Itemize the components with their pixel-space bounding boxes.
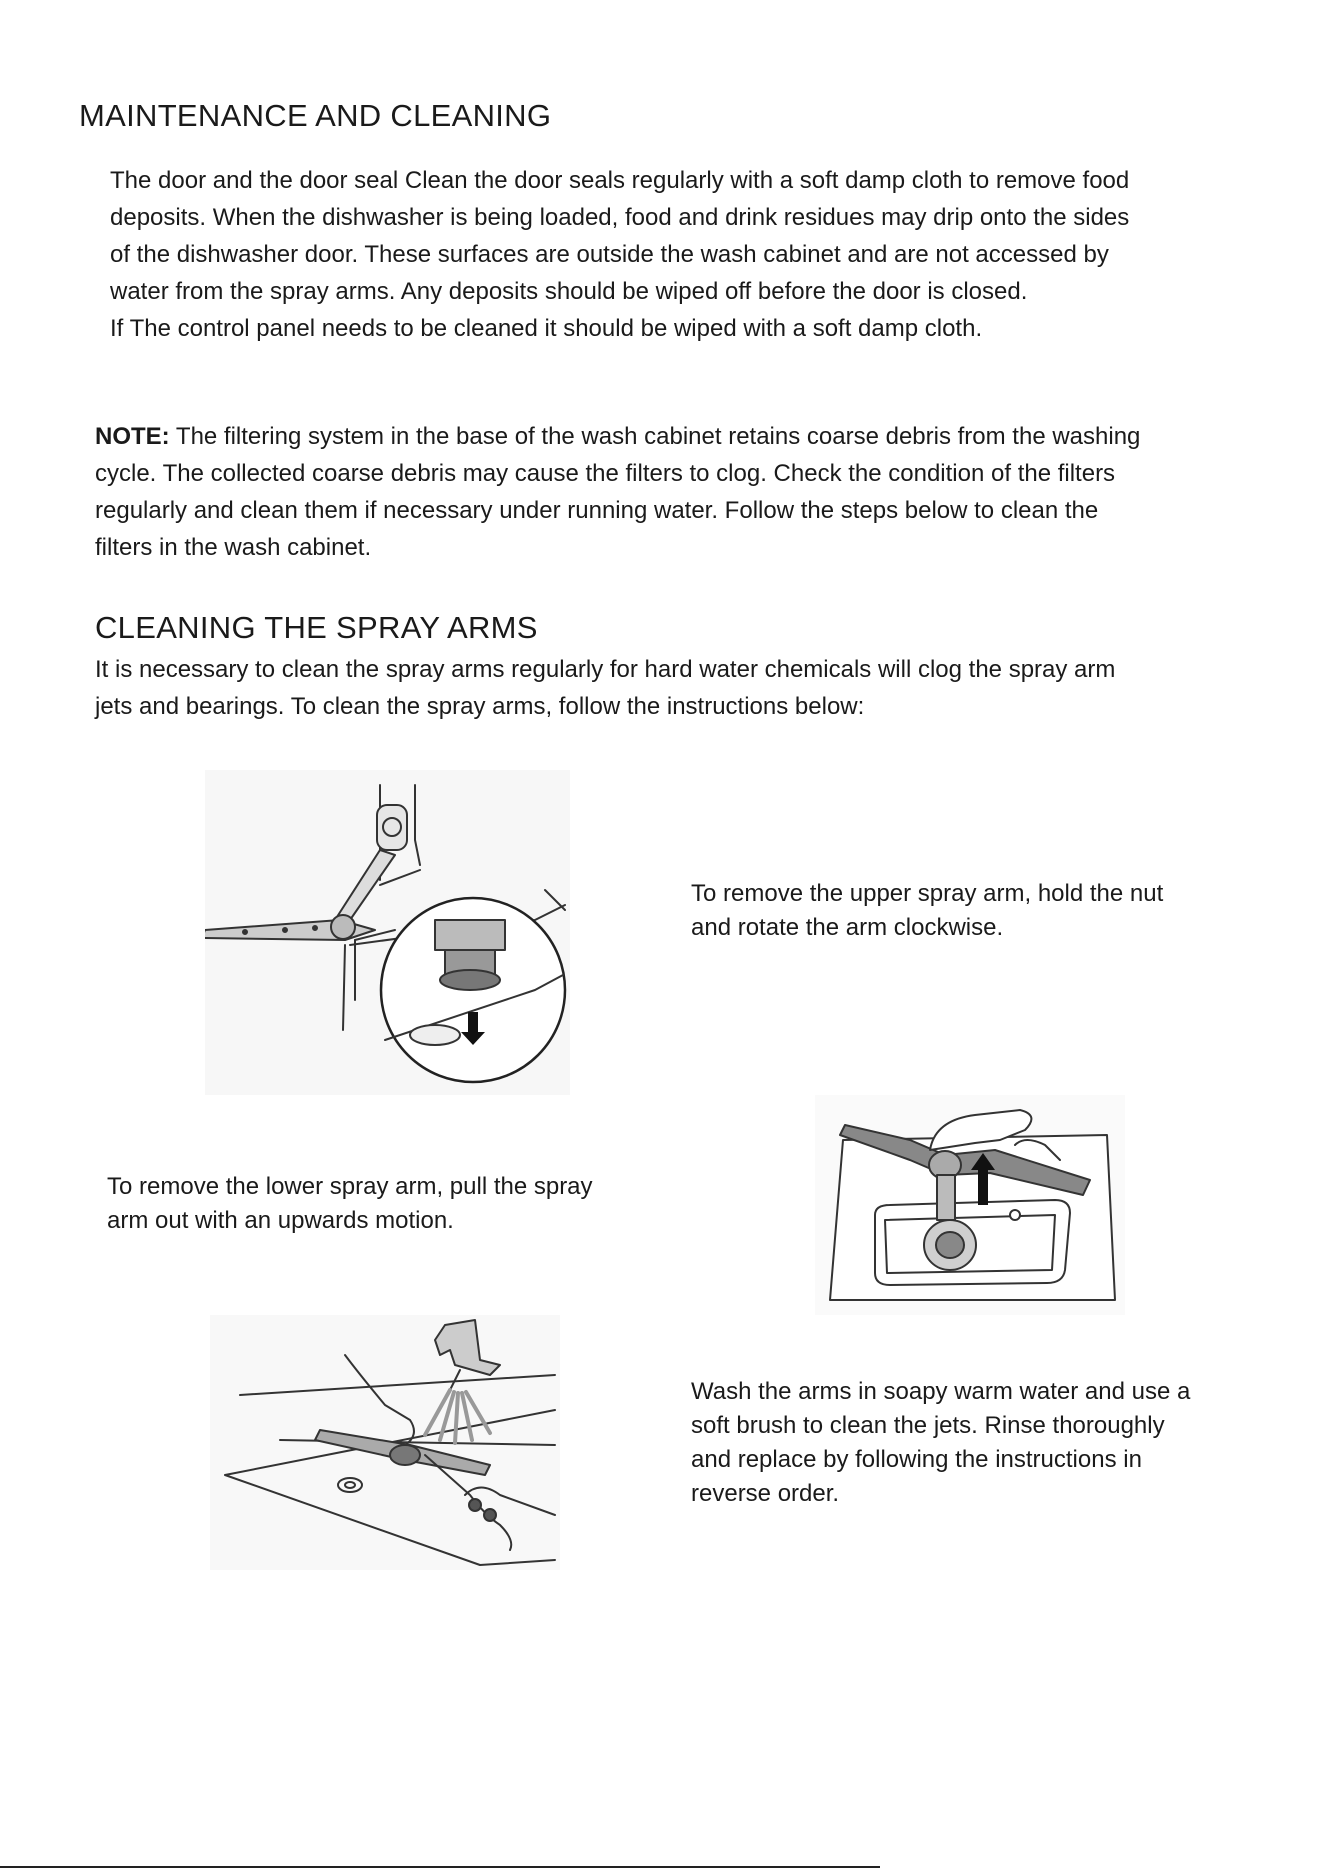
text-line: Wash the arms in soapy warm water and use a — [691, 1378, 1191, 1405]
text-line: of the dishwasher door. These surfaces are outside the wash cabinet and are not accessed by — [110, 241, 1109, 268]
note-paragraph — [95, 418, 1275, 566]
footer-rule — [0, 1866, 880, 1868]
text-line: filters in the wash cabinet. — [95, 534, 372, 561]
note-label: NOTE: — [95, 423, 170, 450]
page-title: MAINTENANCE AND CLEANING — [79, 98, 552, 133]
text-line: deposits. When the dishwasher is being loaded, food and drink residues may drip onto the sides — [110, 204, 1130, 231]
lower-spray-arm-illustration — [815, 1095, 1125, 1315]
text-line: soft brush to clean the jets. Rinse thoroughly — [691, 1412, 1165, 1439]
text-line: cycle. The collected coarse debris may cause the filters to clog. Check the condition of the filters — [95, 460, 1116, 487]
spray-arms-intro — [95, 651, 1275, 725]
text-line: reverse order. — [691, 1480, 840, 1507]
note-first-line — [95, 418, 1275, 455]
lower-spray-arm-caption — [107, 1170, 593, 1238]
text-line: The filtering system in the base of the wash cabinet retains coarse debris from the washing — [169, 423, 1141, 450]
text-line: regularly and clean them if necessary under running water. Follow the steps below to clean the — [95, 497, 1099, 524]
text-line: and rotate the arm clockwise. — [691, 914, 1004, 941]
text-line: It is necessary to clean the spray arms regularly for hard water chemicals will clog the spray arm — [95, 656, 1116, 683]
wash-arms-caption — [691, 1375, 1190, 1511]
text-line: The door and the door seal Clean the door seals regularly with a soft damp cloth to remove food — [110, 167, 1130, 194]
upper-spray-arm-illustration — [205, 770, 570, 1095]
upper-spray-arm-caption — [691, 877, 1163, 945]
text-line: If The control panel needs to be cleaned it should be wiped with a soft damp cloth. — [110, 315, 983, 342]
section-heading-spray-arms: CLEANING THE SPRAY ARMS — [95, 610, 538, 645]
text-line: To remove the lower spray arm, pull the spray — [107, 1173, 593, 1200]
text-line: water from the spray arms. Any deposits should be wiped off before the door is closed. — [110, 278, 1028, 305]
text-line: To remove the upper spray arm, hold the nut — [691, 880, 1164, 907]
text-line: and replace by following the instructions in — [691, 1446, 1142, 1473]
text-line: jets and bearings. To clean the spray arms, follow the instructions below: — [95, 693, 865, 720]
text-line: arm out with an upwards motion. — [107, 1207, 454, 1234]
door-seal-paragraph — [110, 162, 1270, 347]
washing-arms-illustration — [210, 1315, 560, 1570]
